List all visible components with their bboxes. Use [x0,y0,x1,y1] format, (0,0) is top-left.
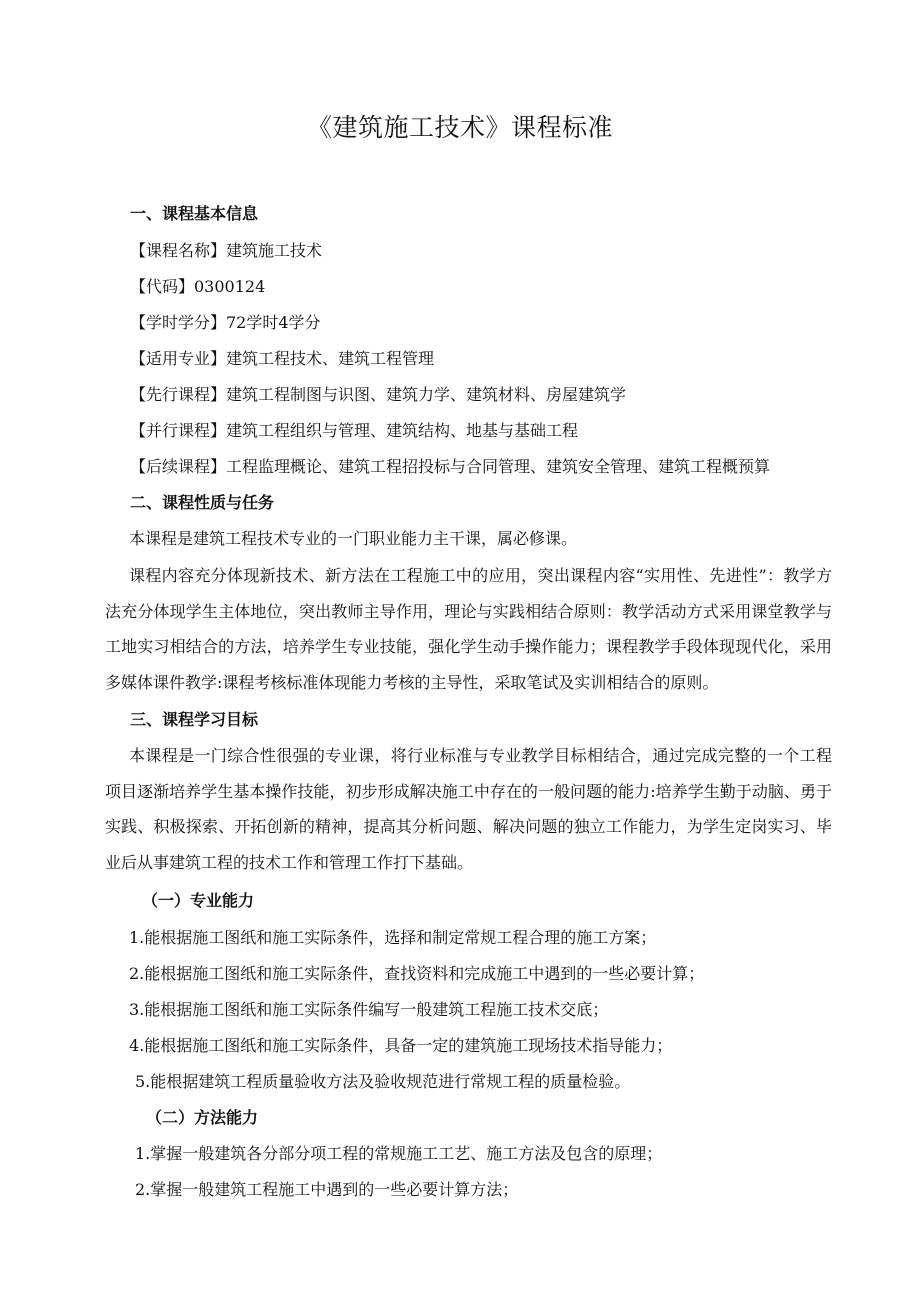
section-heading-basic-info: 一、课程基本信息 [130,204,259,223]
info-course-code: 【代码】0300124 [130,277,266,296]
professional-item-4: 4.能根据施工图纸和施工实际条件，具备一定的建筑施工现场技术指导能力； [129,1036,673,1055]
subsection-heading-method: （二）方法能力 [146,1108,259,1127]
info-applicable-majors: 【适用专业】建筑工程技术、建筑工程管理 [130,349,435,368]
method-item-1: 1.掌握一般建筑各分部分项工程的常规施工工艺、施工方法及包含的原理； [135,1144,663,1163]
section-heading-nature: 二、课程性质与任务 [130,493,275,512]
info-prerequisite-courses: 【先行课程】建筑工程制图与识图、建筑力学、建筑材料、房屋建筑学 [130,385,627,404]
info-hours-credits: 【学时学分】72学时4学分 [130,313,321,332]
document-title: 《建筑施工技术》课程标准 [306,113,613,142]
professional-item-1: 1.能根据施工图纸和施工实际条件，选择和制定常规工程合理的施工方案； [129,928,657,947]
objectives-paragraph: 本课程是一门综合性很强的专业课，将行业标准与专业教学目标相结合，通过完成完整的一个工程项目逐渐培养学生基本操作技能，初步形成解决施工中存在的一般问题的能力:培养学生勤于动脑、勇于实践、积极探索、开拓创新的精神，提高其分析问题、解决问题的独立工作能力，为学生定岗实习、毕业后从事建筑工程的技术工作和管理工作打下基础。 [105,746,832,873]
info-course-name: 【课程名称】建筑施工技术 [130,241,323,260]
professional-item-2: 2.能根据施工图纸和施工实际条件，查找资料和完成施工中遇到的一些必要计算； [129,964,705,983]
nature-paragraph-2: 课程内容充分体现新技术、新方法在工程施工中的应用，突出课程内容“实用性、先进性”：教学方法充分体现学生主体地位，突出教师主导作用，理论与实践相结合原则：教学活动方式采用课堂教学与工地实习相结合的方法，培养学生专业技能，强化学生动手操作能力；课程教学手段体现现代化，采用多媒体课件教学:课程考核标准体现能力考核的主导性，采取笔试及实训相结合的原则。 [105,566,832,693]
professional-item-5: 5.能根据建筑工程质量验收方法及验收规范进行常规工程的质量检验。 [135,1072,631,1091]
method-item-2: 2.掌握一般建筑工程施工中遇到的一些必要计算方法； [135,1180,519,1199]
subsection-heading-professional: （一）专业能力 [142,891,255,910]
info-parallel-courses: 【并行课程】建筑工程组织与管理、建筑结构、地基与基础工程 [130,421,579,440]
section-heading-objectives: 三、课程学习目标 [130,710,259,729]
info-follow-up-courses: 【后续课程】工程监理概论、建筑工程招投标与合同管理、建筑安全管理、建筑工程概预算 [130,457,771,476]
professional-item-3: 3.能根据施工图纸和施工实际条件编写一般建筑工程施工技术交底； [129,1000,609,1019]
nature-paragraph-1: 本课程是建筑工程技术专业的一门职业能力主干课，属必修课。 [129,529,578,548]
